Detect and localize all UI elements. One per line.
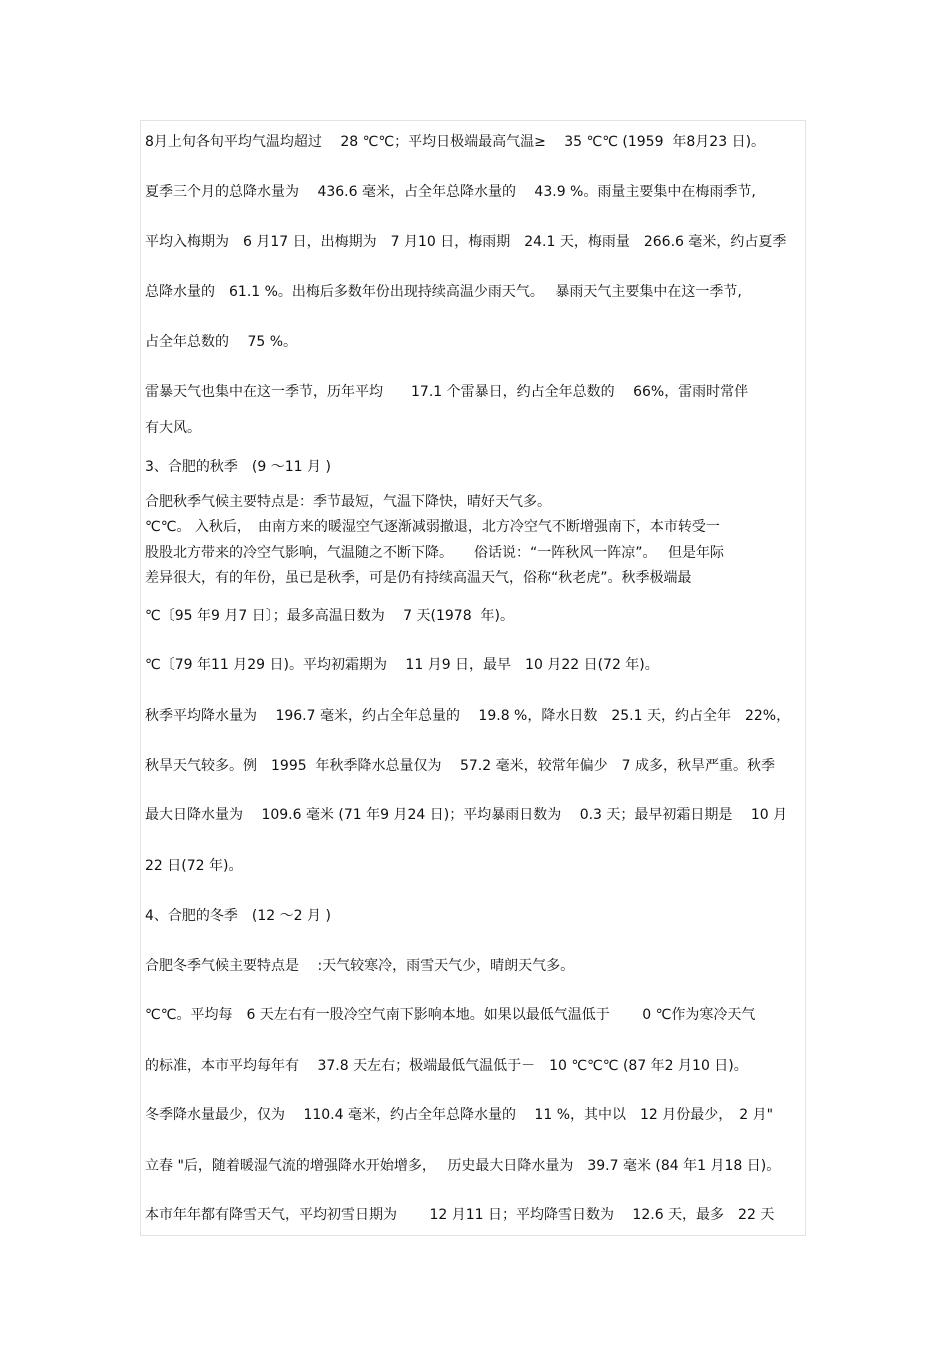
text-line: 合肥秋季气候主要特点是：季节最短，气温下降快，晴好天气多。 (145, 494, 551, 510)
text-line: 立春 "后，随着暖湿气流的增强降水开始增多， 历史最大日降水量为 39.7 毫米 (84 年1 月18 日)。 (145, 1158, 781, 1174)
text-line: 差异很大，有的年份，虽已是秋季，可是仍有持续高温天气，俗称“秋老虎”。秋季极端最 (145, 570, 692, 586)
text-line: 占全年总数的 75 %。 (145, 334, 298, 350)
text-line: ℃〔95 年9 月7 日〕；最多高温日数为 7 天(1978 年)。 (145, 608, 514, 624)
text-line: ℃℃。 入秋后， 由南方来的暖湿空气逐渐减弱撤退，北方冷空气不断增强南下，本市转受一 (145, 519, 720, 535)
text-line: 冬季降水量最少，仅为 110.4 毫米，约占全年总降水量的 11 %，其中以 12 月份最少， 2 月" (145, 1107, 774, 1123)
text-line: 最大日降水量为 109.6 毫米 (71 年9 月24 日)；平均暴雨日数为 0.3 天；最早初霜日期是 10 月 (145, 807, 788, 823)
text-line: 秋旱天气较多。例 1995 年秋季降水总量仅为 57.2 毫米，较常年偏少 7 成多，秋旱严重。秋季 (145, 758, 775, 774)
text-line: 秋季平均降水量为 196.7 毫米，约占全年总量的 19.8 %，降水日数 25.1 天，约占全年 22%， (145, 708, 791, 724)
text-line: 夏季三个月的总降水量为 436.6 毫米，占全年总降水量的 43.9 %。雨量主要集中在梅雨季节, (145, 184, 756, 200)
text-line: ℃〔79 年11 月29 日)。平均初霜期为 11 月9 日，最早 10 月22 日(72 年)。 (145, 657, 659, 673)
text-line: 22 日(72 年)。 (145, 858, 243, 874)
text-line: 的标准，本市平均每年有 37.8 天左右；极端最低气温低于－ 10 ℃℃℃ (87 年2 月10 日)。 (145, 1058, 748, 1074)
text-line: 雷暴天气也集中在这一季节，历年平均 17.1 个雷暴日，约占全年总数的 66%，雷雨时常伴 (145, 384, 749, 400)
text-line: 本市年年都有降雪天气，平均初雪日期为 12 月11 日；平均降雪日数为 12.6 天，最多 22 天 (145, 1207, 775, 1223)
text-line: 总降水量的 61.1 %。出梅后多数年份出现持续高温少雨天气。 暴雨天气主要集中在这一季节, (145, 284, 742, 300)
section-heading: 3、合肥的秋季 (9 ～11 月 ) (145, 459, 331, 475)
text-line: 股股北方带来的冷空气影响，气温随之不断下降。 俗话说：“一阵秋风一阵凉”。 但是年际 (145, 545, 724, 561)
text-line: 合肥冬季气候主要特点是 :天气较寒冷，雨雪天气少，晴朗天气多。 (145, 958, 575, 974)
text-line: ℃℃。平均每 6 天左右有一股冷空气南下影响本地。如果以最低气温低于 0 ℃作为寒冷天气 (145, 1007, 756, 1023)
text-line: 平均入梅期为 6 月17 日，出梅期为 7 月10 日，梅雨期 24.1 天，梅雨量 266.6 毫米，约占夏季 (145, 234, 787, 250)
text-line: 8月上旬各旬平均气温均超过 28 ℃℃；平均日极端最高气温≥ 35 ℃℃ (1959 年8月23 日)。 (145, 134, 766, 150)
section-heading: 4、合肥的冬季 (12 ～2 月 ) (145, 908, 331, 924)
text-line: 有大风。 (145, 420, 201, 436)
